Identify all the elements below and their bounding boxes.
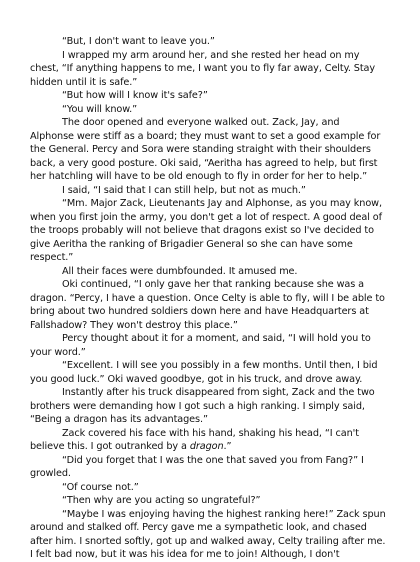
paragraph-8: All their faces were dumbfounded. It amused me. xyxy=(62,265,298,277)
paragraph-17: “Maybe I was enjoying having the highest ranking here!” Zack spun around and stalked off. Percy gave me a sympathetic look, and chased after him. I snorted softly, got up and walked away, Celty trailing after me. I felt bad now, but it was his idea for me to join! Although, I don't xyxy=(30,508,386,560)
paragraph-3: “But how will I know it's safe?” xyxy=(62,90,208,101)
emphasis-dragon: dragon xyxy=(189,441,224,452)
paragraph-13: Zack covered his face with his hand, shaking his head, “I can't believe this. I got outranked by a dragon.” xyxy=(30,427,359,452)
paragraph-2: I wrapped my arm around her, and she rested her head on my chest, “If anything happens to me, I want you to fly far away, Celty. Stay hidden until it is safe.” xyxy=(30,49,376,88)
paragraph-7: “Mm. Major Zack, Lieutenants Jay and Alphonse, as you may know, when you first join the army, you don't get a lot of respect. A good deal of the troops probably will not believe that dragons exist so I've decided to give Aeritha the ranking of Brigadier General so she can have some respect.” xyxy=(30,198,382,263)
paragraph-11: “Excellent. I will see you possibly in a few months. Until then, I bid you good luck.” Oki waved goodbye, got in his truck, and drove away. xyxy=(30,360,378,385)
paragraph-14: “Did you forget that I was the one that saved you from Fang?” I growled. xyxy=(30,454,364,479)
paragraph-1: “But, I don't want to leave you.” xyxy=(62,36,215,47)
paragraph-4: “You will know.” xyxy=(62,103,138,115)
paragraph-12: Instantly after his truck disappeared from sight, Zack and the two brothers were demanding how I got such a high ranking. I simply said, “Being a dragon has its advantages.” xyxy=(30,387,375,425)
paragraph-9: Oki continued, “I only gave her that ranking because she was a dragon. “Percy, I have a question. Once Celty is able to fly, will I be able to bring about two hundred soldiers down here and have Headquarters at Fallshadow? They won't destroy this place.” xyxy=(30,279,385,331)
paragraph-15: “Of course not.” xyxy=(62,481,139,493)
emphasis-punctuation: . xyxy=(223,441,227,452)
paragraph-16: “Then why are you acting so ungrateful?” xyxy=(62,495,261,506)
paragraph-5: The door opened and everyone walked out. Zack, Jay, and Alphonse were stiff as a board; they must want to set a good example for the General. Percy and Sora were standing straight with their shoulders back, a very good posture. Oki said, “Aeritha has agreed to help, but first her hatchling will have to be old enough to fly in order for her to help.” xyxy=(30,117,381,182)
paragraph-10: Percy thought about it for a moment, and said, “I will hold you to your word.” xyxy=(30,333,371,358)
paragraph-13-text: Zack covered his face with his hand, shaking his head, “I can't believe this. I got outranked by a xyxy=(30,427,359,452)
paragraph-6: I said, “I said that I can still help, but not as much.” xyxy=(62,184,306,196)
